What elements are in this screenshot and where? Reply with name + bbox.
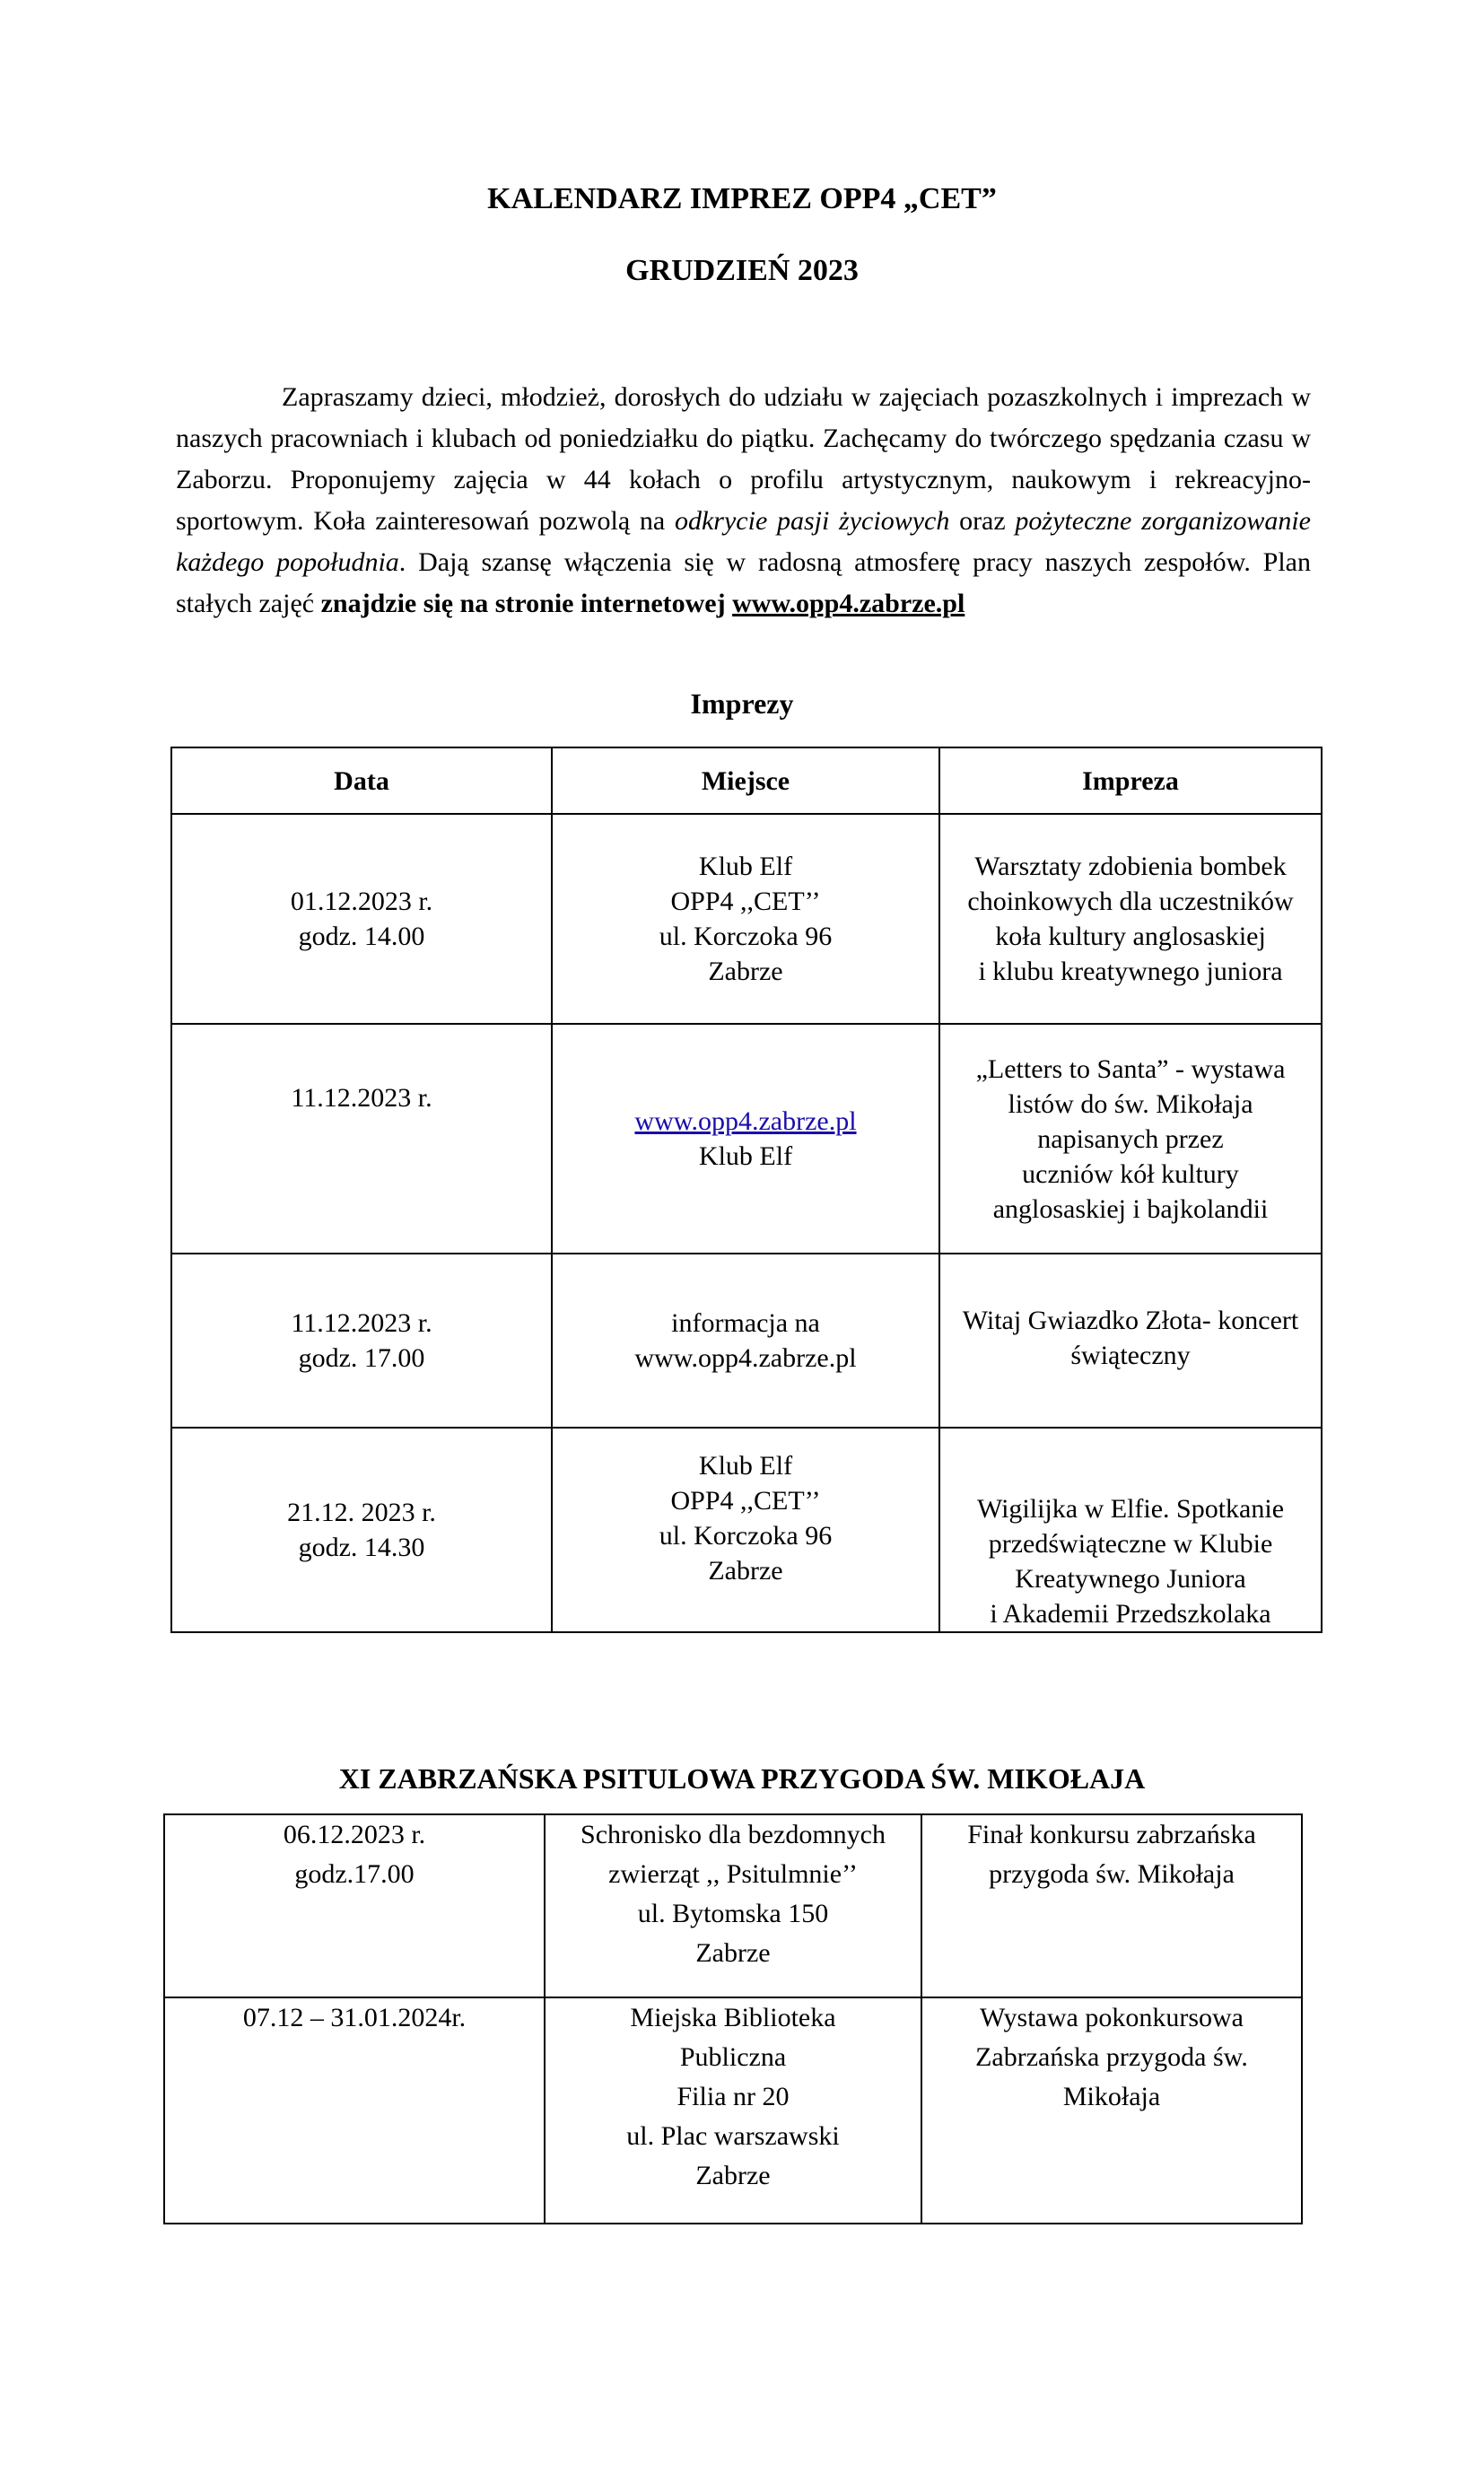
table-row	[164, 1997, 1302, 2224]
event-line: uczniów kół kultury	[1022, 1158, 1239, 1189]
event-date	[171, 1254, 552, 1428]
page-subtitle: GRUDZIEŃ 2023	[625, 254, 859, 287]
intro-emphasis-1: odkrycie pasji życiowych	[674, 506, 950, 536]
event-line: listów do św. Mikołaja	[1008, 1088, 1253, 1119]
place-line: Klub Elf	[698, 852, 793, 881]
event-place	[552, 814, 939, 1024]
place-line: Publiczna	[679, 2042, 787, 2072]
place-line: Filia nr 20	[677, 2082, 790, 2111]
column-header-place: Miejsce	[552, 747, 939, 814]
event-description	[939, 1428, 1322, 1632]
intro-text-1: Zapraszamy dzieci, młodzież, dorosłych do udziału w zajęciach pozaszkolnych i imprezach w naszych pracowniach i klubach od poniedziałku do piątku. Zachęcamy do twórczego spędzania czasu w Zaborzu. Proponujemy zajęcia w 44 kołach o profilu artystycznym, naukowym i rekreacyjno-sportowym. Koła zainteresowań pozwolą na	[176, 382, 1311, 536]
event-date	[164, 1997, 545, 2224]
event-line: Zabrzańska przygoda św.	[975, 2042, 1248, 2072]
event-description	[939, 1254, 1322, 1428]
place-line: ul. Korczoka 96	[659, 922, 833, 951]
event-line: Mikołaja	[1062, 2082, 1161, 2111]
place-line: informacja na	[671, 1308, 820, 1338]
date-line: 01.12.2023 r.	[290, 887, 433, 916]
table-row	[171, 1428, 1322, 1632]
event-place	[552, 1024, 939, 1254]
event-place	[545, 1814, 921, 1997]
table-row	[164, 1814, 1302, 1997]
place-line: ul. Bytomska 150	[637, 1899, 829, 1928]
event-place	[545, 1997, 921, 2224]
events-heading: Imprezy	[690, 687, 794, 720]
event-line: koła kultury anglosaskiej	[995, 922, 1266, 951]
column-header-event: Impreza	[939, 747, 1322, 814]
event-line: Wystawa pokonkursowa	[980, 2003, 1244, 2032]
place-line: Klub Elf	[698, 1451, 793, 1481]
event-line: i Akademii Przedszkolaka	[990, 1599, 1271, 1629]
event-line: przygoda św. Mikołaja	[989, 1859, 1235, 1889]
place-line: Zabrze	[695, 1938, 771, 1968]
events-table	[170, 747, 1323, 1633]
place-line: Miejska Biblioteka	[630, 2003, 836, 2032]
mikolaj-table	[163, 1813, 1303, 2224]
place-line: ul. Korczoka 96	[659, 1521, 833, 1551]
place-line: www.opp4.zabrze.pl	[634, 1343, 857, 1373]
intro-paragraph	[176, 377, 1311, 625]
event-line: choinkowych dla uczestników	[967, 887, 1294, 916]
event-line: Wigilijka w Elfie. Spotkanie	[976, 1494, 1285, 1524]
event-line: „Letters to Santa” - wystawa	[975, 1053, 1286, 1084]
website-link[interactable]: www.opp4.zabrze.pl	[732, 589, 965, 618]
event-line: świąteczny	[1070, 1341, 1191, 1370]
event-place	[552, 1254, 939, 1428]
column-header-date: Data	[171, 747, 552, 814]
place-website-link[interactable]: www.opp4.zabrze.pl	[634, 1106, 857, 1136]
table-row	[171, 814, 1322, 1024]
time-line: godz. 17.00	[298, 1343, 425, 1373]
table-row	[171, 1024, 1322, 1254]
place-line: Zabrze	[695, 2161, 771, 2190]
place-line: Klub Elf	[698, 1141, 793, 1171]
page-title: KALENDARZ IMPREZ OPP4 „CET”	[487, 182, 997, 215]
place-line: ul. Plac warszawski	[626, 2121, 840, 2151]
intro-text-3: . Dają szansę włączenia się w radosną atmosferę pracy naszych zespołów. Plan stałych zajęć	[176, 547, 1311, 618]
time-line: godz. 14.00	[298, 922, 425, 951]
event-line: i klubu kreatywnego juniora	[978, 957, 1283, 986]
date-line: 07.12 – 31.01.2024r.	[242, 2003, 467, 2032]
event-line: anglosaskiej i bajkolandii	[992, 1193, 1269, 1224]
event-line: przedświąteczne w Klubie	[988, 1529, 1273, 1559]
date-line: 11.12.2023 r.	[291, 1083, 432, 1113]
event-description	[939, 814, 1322, 1024]
event-line: Finał konkursu zabrzańska	[967, 1820, 1256, 1849]
place-line: Zabrze	[708, 957, 783, 986]
time-line: godz.17.00	[294, 1859, 415, 1889]
event-date	[171, 814, 552, 1024]
event-line: Kreatywnego Juniora	[1015, 1564, 1246, 1594]
time-line: godz. 14.30	[298, 1533, 425, 1562]
event-place	[552, 1428, 939, 1632]
event-date	[171, 1428, 552, 1632]
place-line: OPP4 ,,CET’’	[670, 887, 821, 916]
date-line: 06.12.2023 r.	[283, 1820, 426, 1849]
table-row	[171, 1254, 1322, 1428]
events-table-header	[171, 747, 1322, 814]
intro-emphasis-2: pożyteczne zorganizowanie każdego popołudnia	[176, 506, 1312, 577]
place-line: Schronisko dla bezdomnych	[581, 1820, 886, 1849]
event-description	[921, 1814, 1302, 1997]
intro-bold-text: znajdzie się na stronie internetowej	[320, 589, 733, 618]
place-line: Zabrze	[708, 1556, 783, 1586]
event-date	[164, 1814, 545, 1997]
place-line: OPP4 ,,CET’’	[670, 1486, 821, 1516]
event-line: Witaj Gwiazdko Złota- koncert	[962, 1306, 1299, 1335]
place-line: zwierząt ,, Psitulmnie’’	[608, 1859, 858, 1889]
event-line: napisanych przez	[1037, 1123, 1224, 1154]
mikolaj-heading: XI ZABRZAŃSKA PSITULOWA PRZYGODA ŚW. MIKOŁAJA	[338, 1762, 1146, 1795]
event-description	[939, 1024, 1322, 1254]
event-line: Warsztaty zdobienia bombek	[974, 852, 1287, 881]
date-line: 21.12. 2023 r.	[287, 1498, 436, 1527]
event-description	[921, 1997, 1302, 2224]
event-date	[171, 1024, 552, 1254]
intro-text-2: oraz	[949, 506, 1016, 536]
date-line: 11.12.2023 r.	[291, 1308, 432, 1338]
